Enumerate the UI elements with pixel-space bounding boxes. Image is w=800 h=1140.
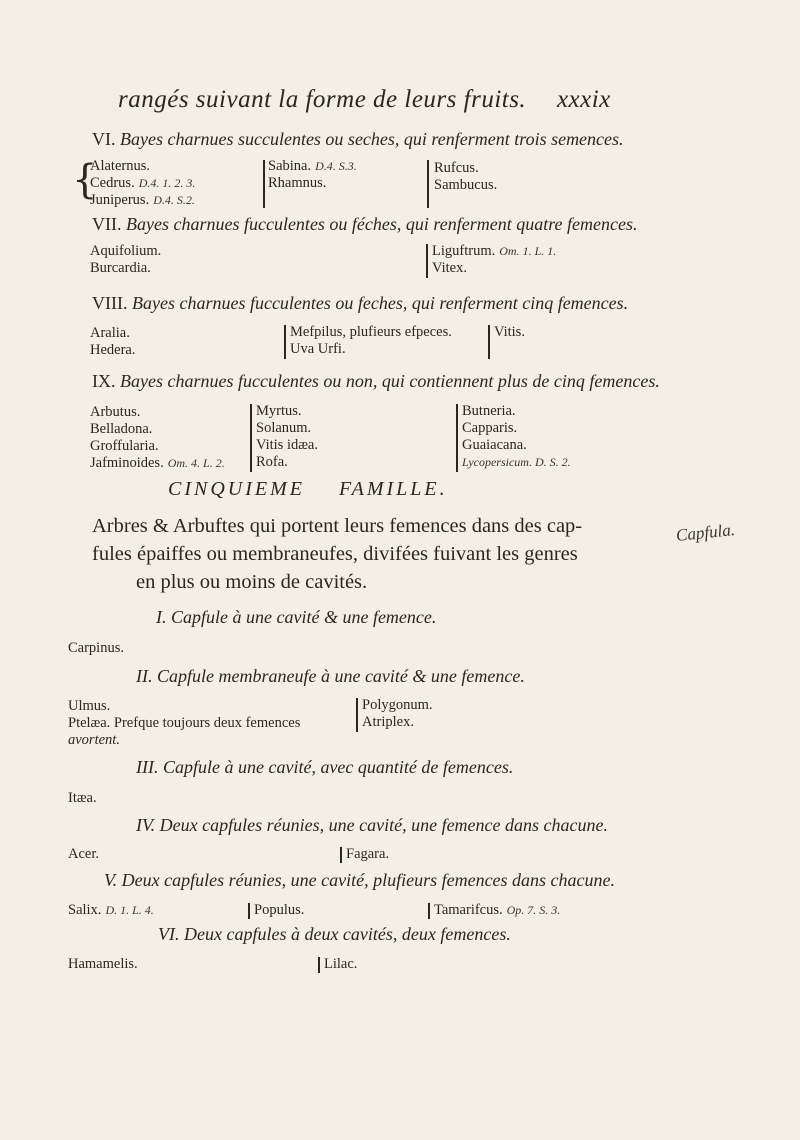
list-item: Lilac.	[324, 956, 358, 972]
capsule-4-heading: IV. Deux capfules réunies, une cavité, une femence dans chacune.	[136, 815, 608, 835]
capsule-6-heading: VI. Deux capfules à deux cavités, deux femences.	[158, 924, 511, 944]
list-item: Butneria.	[462, 403, 516, 419]
list-item: Juniperus. D.4. S.2.	[90, 192, 195, 208]
intro-line-1: Arbres & Arbuftes qui portent leurs femences dans des cap-	[92, 515, 583, 537]
list-item: Rufcus.	[434, 160, 479, 176]
column-divider	[428, 903, 430, 919]
list-item: Solanum.	[256, 420, 312, 436]
capsule-3-heading: III. Capfule à une cavité, avec quantité de femences.	[136, 757, 514, 777]
section-8-heading: VIII. Bayes charnues fucculentes ou feches, qui renferment cinq femences.	[92, 293, 629, 313]
list-item: Rofa.	[256, 454, 288, 470]
list-item: Mefpilus, plufieurs efpeces.	[290, 324, 452, 340]
list-item: Aralia.	[90, 325, 130, 341]
list-item: Carpinus.	[68, 640, 124, 656]
column-divider	[318, 957, 320, 973]
list-item: Ulmus.	[68, 698, 111, 714]
list-item: Salix. D. 1. L. 4.	[68, 902, 154, 918]
list-item: Liguftrum. Om. 1. L. 1.	[432, 243, 557, 259]
list-item: Polygonum.	[362, 697, 433, 713]
list-item: Ptelæa. Prefque toujours deux femences	[68, 715, 301, 731]
list-item: Guaiacana.	[462, 437, 527, 453]
section-9-heading: IX. Bayes charnues fucculentes ou non, qui contiennent plus de cinq femences.	[92, 371, 660, 391]
list-item: Jafminoides. Om. 4. L. 2.	[90, 455, 225, 471]
list-item: Vitex.	[432, 260, 467, 276]
intro-line-3: en plus ou moins de cavités.	[136, 571, 368, 593]
list-item: Alaternus.	[90, 158, 150, 174]
list-item: Acer.	[68, 846, 99, 862]
list-item: Uva Urfi.	[290, 341, 346, 357]
list-item: Lycopersicum. D. S. 2.	[462, 455, 571, 469]
intro-line-2: fules épaiffes ou membraneufes, divifées fuivant les genres	[92, 543, 578, 565]
list-item: Rhamnus.	[268, 175, 327, 191]
list-item: Vitis idæa.	[256, 437, 318, 453]
list-item: Tamarifcus. Op. 7. S. 3.	[434, 902, 561, 918]
list-item: Hedera.	[90, 342, 136, 358]
list-item: Sabina. D.4. S.3.	[268, 158, 357, 174]
section-7-heading: VII. Bayes charnues fucculentes ou féches, qui renferment quatre femences.	[92, 214, 638, 234]
brace-icon: {	[72, 157, 98, 203]
column-divider	[427, 160, 429, 208]
section-6-heading: VI. Bayes charnues succulentes ou seches, qui renferment trois semences.	[92, 129, 624, 149]
column-divider	[250, 404, 252, 472]
margin-note: Capfula.	[675, 519, 736, 546]
capsule-5-heading: V. Deux capfules réunies, une cavité, plufieurs femences dans chacune.	[104, 870, 616, 890]
list-item: avortent.	[68, 732, 120, 748]
list-item: Arbutus.	[90, 404, 141, 420]
list-item: Fagara.	[346, 846, 390, 862]
list-item: Myrtus.	[256, 403, 302, 419]
column-divider	[263, 160, 265, 208]
list-item: Itæa.	[68, 790, 97, 806]
page-number: xxxix	[556, 86, 611, 113]
family-title: CINQUIEME FAMILLE.	[168, 478, 448, 500]
column-divider	[340, 847, 342, 863]
column-divider	[248, 903, 250, 919]
column-divider	[356, 698, 358, 732]
list-item: Belladona.	[90, 421, 153, 437]
column-divider	[426, 244, 428, 278]
list-item: Groffularia.	[90, 438, 159, 454]
list-item: Burcardia.	[90, 260, 151, 276]
list-item: Cedrus. D.4. 1. 2. 3.	[90, 175, 196, 191]
column-divider	[456, 404, 458, 472]
list-item: Populus.	[254, 902, 305, 918]
capsule-2-heading: II. Capfule membraneufe à une cavité & une femence.	[136, 666, 525, 686]
running-header: rangés suivant la forme de leurs fruits. xxxix	[118, 86, 611, 113]
list-item: Sambucus.	[434, 177, 498, 193]
column-divider	[488, 325, 490, 359]
capsule-1-heading: I. Capfule à une cavité & une femence.	[156, 607, 437, 627]
list-item: Aquifolium.	[90, 243, 162, 259]
column-divider	[284, 325, 286, 359]
list-item: Capparis.	[462, 420, 518, 436]
list-item: Hamamelis.	[68, 956, 138, 972]
list-item: Vitis.	[494, 324, 525, 340]
list-item: Atriplex.	[362, 714, 414, 730]
